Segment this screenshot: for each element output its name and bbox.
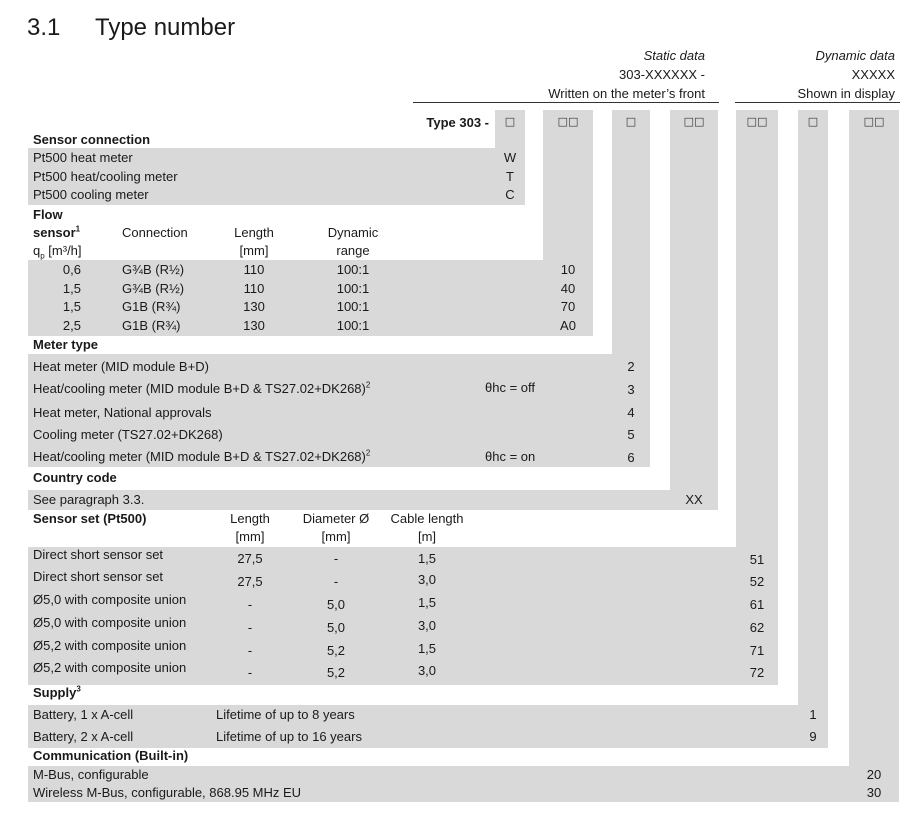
flow-connection: G¾B (R½) bbox=[122, 262, 185, 277]
code-box-country-code: □□ bbox=[683, 115, 705, 128]
meter-type-label: Heat/cooling meter (MID module B+D & TS27.02+DK268)$^2$ bbox=[33, 448, 371, 464]
meter-type-code: 5 bbox=[627, 427, 635, 442]
country-code-title: Country code bbox=[33, 470, 117, 485]
meter-type-label: Cooling meter (TS27.02+DK268) bbox=[33, 427, 223, 442]
sensor-set-diameter: - bbox=[333, 551, 339, 566]
section-title: Type number bbox=[95, 14, 236, 41]
sensor-set-code: 62 bbox=[749, 620, 765, 635]
supply-note: Lifetime of up to 16 years bbox=[216, 729, 362, 744]
sensor-set-length: - bbox=[247, 665, 253, 680]
flow-sensor-title-2: sensor$^1$ bbox=[33, 224, 81, 240]
meter-type-note: θhc = off bbox=[485, 380, 535, 395]
flow-code: 10 bbox=[560, 262, 576, 277]
dynamic-data-code: XXXXX bbox=[851, 67, 895, 82]
supply-label: Battery, 1 x A-cell bbox=[33, 707, 134, 722]
sensor-set-cable: 1,5 bbox=[417, 551, 437, 566]
flow-qp: 1,5 bbox=[62, 281, 81, 296]
sensor-connection-label: Pt500 cooling meter bbox=[33, 187, 149, 202]
meter-type-title: Meter type bbox=[33, 337, 99, 352]
sensor-set-label: Direct short sensor set bbox=[33, 569, 164, 584]
sensor-set-label: Ø5,2 with composite union bbox=[33, 660, 187, 675]
sensor-connection-code: W bbox=[503, 150, 517, 165]
sensor-set-diameter: 5,0 bbox=[326, 620, 346, 635]
static-data-underline bbox=[413, 102, 719, 103]
sensor-set-diameter-unit: [mm] bbox=[321, 529, 351, 544]
dynamic-data-note: Shown in display bbox=[797, 86, 895, 101]
static-data-label: Static data bbox=[643, 48, 705, 63]
sensor-set-length: - bbox=[247, 597, 253, 612]
code-box-sensor-set: □□ bbox=[746, 115, 768, 128]
code-box-sensor-connection: □ bbox=[504, 115, 516, 128]
sensor-set-label: Ø5,0 with composite union bbox=[33, 615, 187, 630]
flow-length: 130 bbox=[243, 299, 265, 314]
sensor-set-label: Direct short sensor set bbox=[33, 547, 164, 562]
flow-connection: G¾B (R½) bbox=[122, 281, 185, 296]
flow-code: 70 bbox=[560, 299, 576, 314]
meter-type-code: 4 bbox=[627, 405, 635, 420]
flow-range: 100:1 bbox=[336, 299, 370, 314]
column-bar-country-code bbox=[670, 110, 718, 510]
meter-type-code: 6 bbox=[627, 450, 635, 465]
sensor-set-diameter: 5,2 bbox=[326, 665, 346, 680]
sensor-connection-title: Sensor connection bbox=[33, 132, 151, 147]
static-data-note: Written on the meter’s front bbox=[548, 86, 705, 101]
dynamic-data-underline bbox=[735, 102, 900, 103]
supply-code: 9 bbox=[809, 729, 817, 744]
section-number: 3.1 bbox=[27, 14, 61, 41]
sensor-set-code: 71 bbox=[749, 643, 765, 658]
type-label: Type 303 - bbox=[426, 115, 489, 130]
meter-type-label: Heat/cooling meter (MID module B+D & TS27.02+DK268)$^2$ bbox=[33, 380, 371, 396]
dynamic-data-label: Dynamic data bbox=[815, 48, 895, 63]
flow-length-unit: [mm] bbox=[239, 243, 269, 258]
sensor-set-diameter-header: Diameter Ø bbox=[302, 511, 370, 526]
sensor-set-length-unit: [mm] bbox=[235, 529, 265, 544]
flow-qp: 0,6 bbox=[62, 262, 81, 277]
supply-title: Supply$^3$ bbox=[33, 684, 81, 700]
code-box-supply: □ bbox=[807, 115, 819, 128]
flow-dynamic-header: Dynamic bbox=[327, 225, 379, 240]
sensor-set-cable-unit: [m] bbox=[417, 529, 437, 544]
sensor-connection-label: Pt500 heat meter bbox=[33, 150, 133, 165]
flow-dynamic-header-2: range bbox=[336, 243, 370, 258]
flow-range: 100:1 bbox=[336, 318, 370, 333]
country-code-label: See paragraph 3.3. bbox=[33, 492, 145, 507]
flow-qp: 2,5 bbox=[62, 318, 81, 333]
meter-type-label: Heat meter, National approvals bbox=[33, 405, 212, 420]
flow-length: 110 bbox=[243, 262, 265, 277]
flow-connection: G1B (R¾) bbox=[122, 299, 181, 314]
code-box-meter-type: □ bbox=[625, 115, 637, 128]
flow-qp: 1,5 bbox=[62, 299, 81, 314]
sensor-set-code: 61 bbox=[749, 597, 765, 612]
static-data-code: 303-XXXXXX - bbox=[619, 67, 705, 82]
sensor-connection-label: Pt500 heat/cooling meter bbox=[33, 169, 178, 184]
sensor-set-length: 27,5 bbox=[237, 574, 263, 589]
flow-length: 130 bbox=[243, 318, 265, 333]
communication-label: M-Bus, configurable bbox=[33, 767, 149, 782]
sensor-set-cable: 1,5 bbox=[417, 595, 437, 610]
meter-type-code: 3 bbox=[627, 382, 635, 397]
code-box-flow-sensor: □□ bbox=[557, 115, 579, 128]
sensor-set-length: - bbox=[247, 620, 253, 635]
meter-type-note: θhc = on bbox=[485, 449, 536, 464]
sensor-set-diameter: 5,0 bbox=[326, 597, 346, 612]
row-bar-supply bbox=[28, 705, 828, 748]
sensor-set-code: 52 bbox=[749, 574, 765, 589]
sensor-set-cable: 3,0 bbox=[417, 663, 437, 678]
meter-type-label: Heat meter (MID module B+D) bbox=[33, 359, 209, 374]
flow-length-header: Length bbox=[234, 225, 274, 240]
flow-code: A0 bbox=[560, 318, 576, 333]
sensor-set-length-header: Length bbox=[230, 511, 270, 526]
row-bar-flow-sensor bbox=[28, 260, 593, 336]
supply-label: Battery, 2 x A-cell bbox=[33, 729, 134, 744]
country-code-value: XX bbox=[685, 492, 703, 507]
sensor-set-title: Sensor set (Pt500) bbox=[33, 511, 147, 526]
flow-connection: G1B (R¾) bbox=[122, 318, 181, 333]
code-box-communication: □□ bbox=[863, 115, 885, 128]
flow-length: 110 bbox=[243, 281, 265, 296]
sensor-set-cable-header: Cable length bbox=[390, 511, 464, 526]
flow-code: 40 bbox=[560, 281, 576, 296]
flow-range: 100:1 bbox=[336, 281, 370, 296]
sensor-set-length: - bbox=[247, 643, 253, 658]
flow-range: 100:1 bbox=[336, 262, 370, 277]
flow-sensor-title: Flow bbox=[33, 207, 63, 222]
sensor-set-label: Ø5,0 with composite union bbox=[33, 592, 187, 607]
supply-note: Lifetime of up to 8 years bbox=[216, 707, 355, 722]
flow-qp-header: $q_p$ [m³/h] bbox=[33, 243, 82, 261]
sensor-set-cable: 3,0 bbox=[417, 618, 437, 633]
sensor-connection-code: C bbox=[505, 187, 515, 202]
flow-connection-header: Connection bbox=[122, 225, 188, 240]
sensor-set-diameter: - bbox=[333, 574, 339, 589]
sensor-set-code: 51 bbox=[749, 552, 765, 567]
sensor-set-diameter: 5,2 bbox=[326, 643, 346, 658]
meter-type-code: 2 bbox=[627, 359, 635, 374]
sensor-set-cable: 3,0 bbox=[417, 572, 437, 587]
communication-code: 30 bbox=[866, 785, 882, 800]
sensor-connection-code: T bbox=[506, 169, 514, 184]
communication-label: Wireless M-Bus, configurable, 868.95 MHz EU bbox=[33, 785, 302, 800]
sensor-set-length: 27,5 bbox=[237, 551, 263, 566]
communication-code: 20 bbox=[866, 767, 882, 782]
sensor-set-cable: 1,5 bbox=[417, 641, 437, 656]
column-bar-communication bbox=[849, 110, 899, 802]
communication-title: Communication (Built-in) bbox=[33, 748, 189, 763]
sensor-set-label: Ø5,2 with composite union bbox=[33, 638, 187, 653]
sensor-set-code: 72 bbox=[749, 665, 765, 680]
supply-code: 1 bbox=[809, 707, 817, 722]
column-bar-supply bbox=[798, 110, 828, 748]
